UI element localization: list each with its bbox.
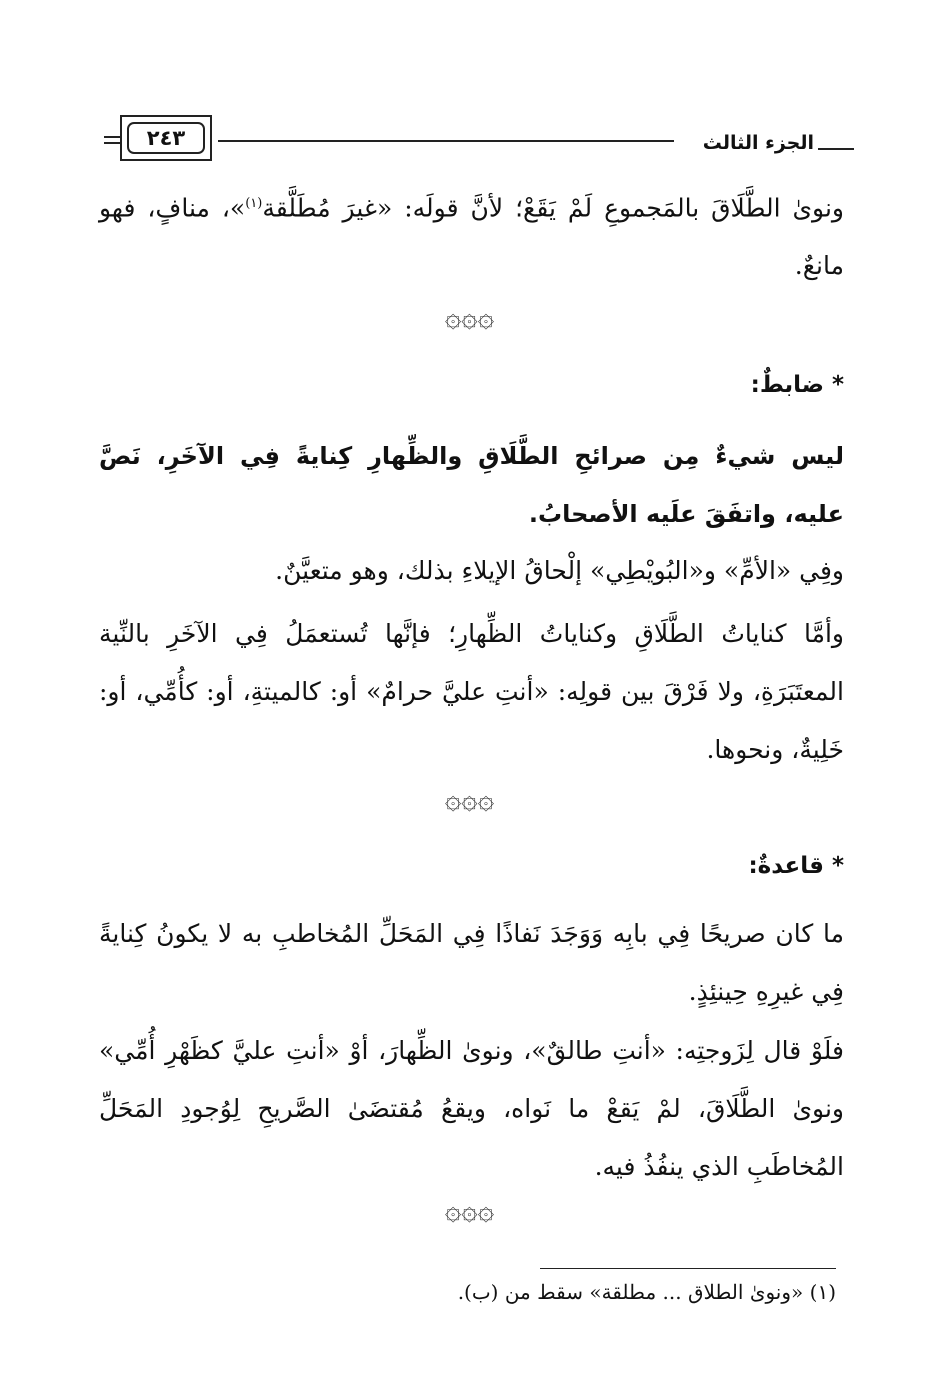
page-number: ٢٤٣ (127, 122, 205, 154)
heading-qaida: * قاعدةٌ: (748, 853, 844, 879)
paragraph-1-rest: »، منافٍ، فهو مانعٌ. (99, 193, 844, 281)
ornament-divider-1: ۞۞۞ (444, 300, 495, 333)
ornament-divider-2: ۞۞۞ (444, 782, 495, 815)
paragraph-5: ما كان صريحًا فِي بابِه وَوَجَدَ نَفاذًا فِي المَحَلِّ المُخاطبِ به لا يكونُ كِنايةً فِي غيرِهِ حِينئِذٍ. (99, 919, 844, 1006)
header-rule-left-2 (104, 142, 120, 144)
page-number-box (120, 115, 212, 161)
ornament-divider-3: ۞۞۞ (444, 1193, 495, 1226)
paragraph-3: وفِي «الأمِّ» و«البُويْطِي» إلْحاقُ الإيلاءِ بذلك، وهو متعيَّنٌ. (275, 556, 844, 585)
paragraph-2: ليس شيءٌ مِن صرائحِ الطَّلَاقِ والظِّهارِ كِنايةً فِي الآخَرِ، نَصَّ عليه، واتفَقَ علَيه الأصحابُ. (99, 442, 844, 528)
heading-dabit: * ضابطٌ: (750, 372, 844, 398)
header-rule-right (818, 148, 854, 150)
paragraph-6: فلَوْ قال لِزَوجتِه: «أنتِ طالقٌ»، ونوىٰ الظِّهارَ، أوْ «أنتِ عليَّ كظَهْرِ أُمِّي» ونوىٰ الطَّلَاقَ، لمْ يَقعْ ما نَواه، ويقعُ مُقتضَىٰ الصَّريحِ لِوُجودِ المَحَلِّ المُخاطَبِ الذي ينفُذُ فيه. (99, 1036, 844, 1181)
footnote-rule (540, 1268, 836, 1269)
part-title: الجزء الثالث (702, 132, 814, 154)
header-rule-left (104, 136, 120, 138)
header-rule-middle (218, 140, 674, 142)
footnote-ref: (١) (245, 196, 263, 211)
paragraph-1 (99, 175, 844, 295)
paragraph-1-text: ونوىٰ الطَّلَاقَ بالمَجموعِ لَمْ يَقَعْ؛ لأنَّ قولَه: «غيرَ مُطَلَّقة (262, 193, 844, 223)
footnote: (١) «ونوىٰ الطلاق ... مطلقة» سقط من (ب). (457, 1280, 836, 1304)
paragraph-4: وأمَّا كناياتُ الطَّلَاقِ وكناياتُ الظِّهارِ؛ فإنَّها تُستعمَلُ فِي الآخَرِ بالنِّية المعتَبَرَةِ، ولا فَرْقَ بين قولِه: «أنتِ عليَّ حرامٌ» أو: كالميتةِ، أو: كأُمِّي، أو: خَلِيةٌ، ونحوها. (99, 619, 844, 764)
